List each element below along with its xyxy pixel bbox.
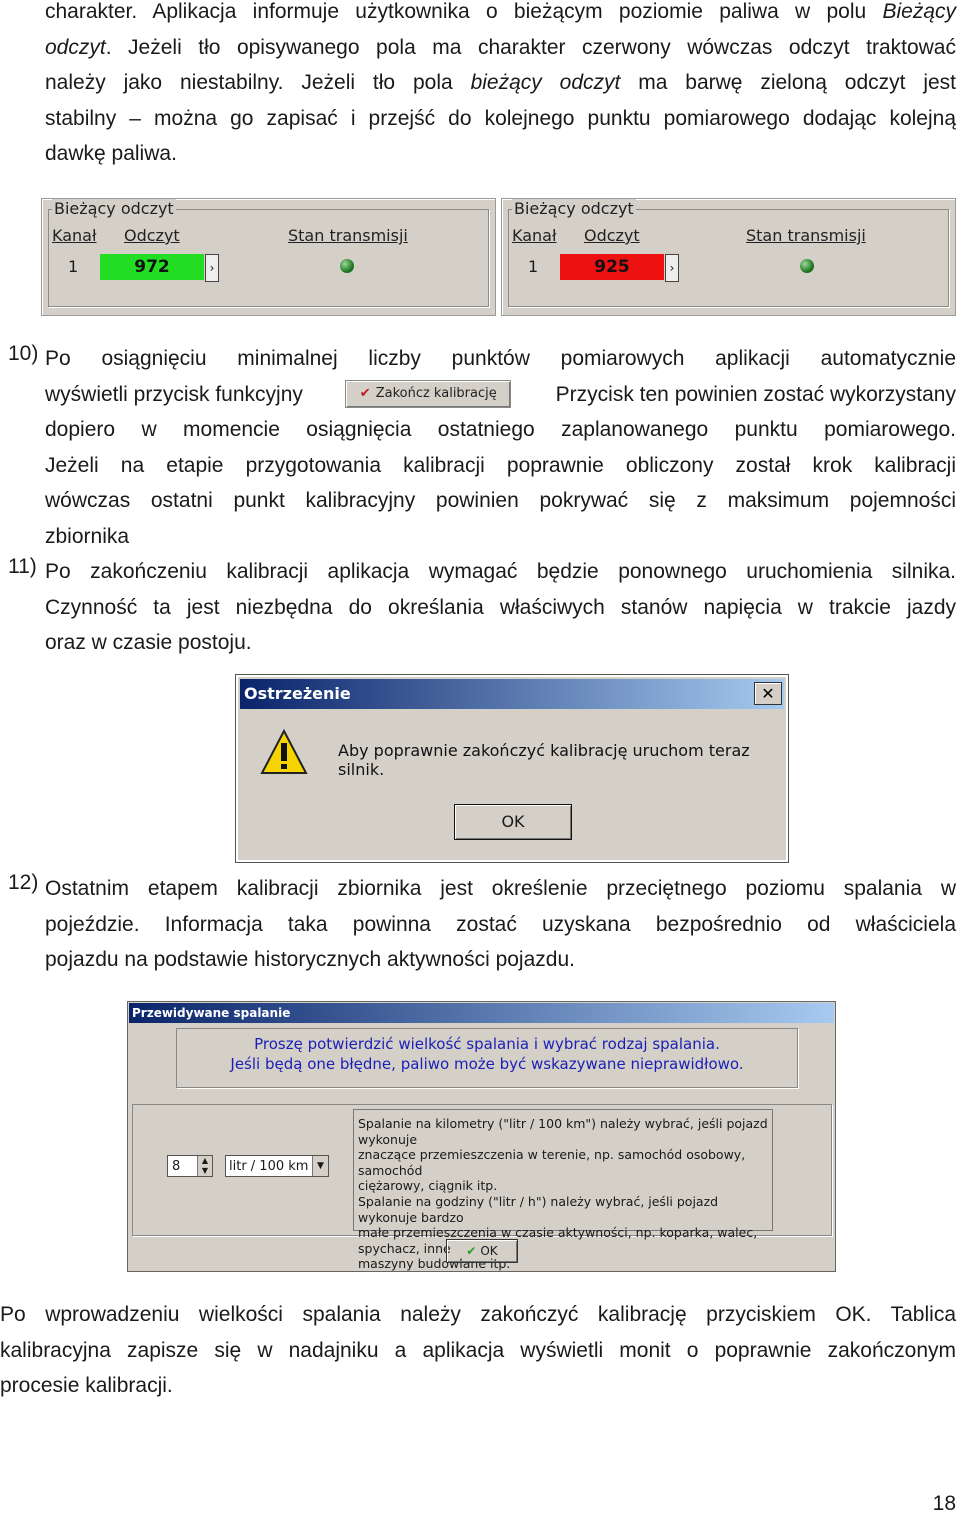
intro-paragraph [45,0,956,172]
intro-line: stabilny – można go zapisać i przejść do kolejnego punktu pomiarowego dodając kolejną [45,106,956,130]
item-number: 10) [8,342,39,365]
final-paragraph [0,1297,956,1404]
info-line: Spalanie na kilometry ("litr / 100 km") należy wybrać, jeśli pojazd wykonuje [358,1116,768,1147]
spinner-arrows-icon[interactable]: ▲ ▼ [197,1156,212,1176]
item-line: Po zakończeniu kalibracji aplikacja wymagać będzie ponownego uruchomienia silnika. [45,560,956,583]
reading-panel-unstable [501,198,956,316]
consumption-dialog [127,1001,836,1272]
checkmark-icon: ✔ [359,386,371,402]
unit-select-value: litr / 100 km [229,1159,309,1174]
col-reading: Odczyt [124,226,180,245]
unit-select[interactable] [225,1155,329,1177]
spinner-value: 8 [172,1159,181,1174]
transmission-led-icon [800,259,814,273]
next-arrow-icon[interactable]: › [205,254,219,282]
channel-value: 1 [528,257,539,276]
intro-line: należy jako niestabilny. Jeżeli tło pola bieżący odczyt ma barwę zieloną odczyt jest [45,71,957,94]
page-number: 18 [932,1492,956,1515]
consumption-spinner[interactable] [167,1155,213,1177]
item-line: Jeżeli na etapie przygotowania kalibracji poprawnie obliczony został krok kalibracji [45,453,956,477]
reading-value: 925 [560,254,664,280]
col-status: Stan transmisji [746,226,866,245]
item-line: Czynność ta jest niezbędna do określania właściwych stanów napięcia w trakcie jazdy [45,595,956,619]
info-line: ciężarowy, ciągnik itp. [358,1178,498,1194]
info-line: maszyny budowlane itp. [358,1256,511,1272]
intro-line: charakter. Aplikacja informuje użytkownika o bieżącym poziomie paliwa w polu Bieżący [45,0,956,23]
final-line: Po wprowadzeniu wielkości spalania należy zakończyć kalibrację przyciskiem OK. Tablica [0,1303,956,1326]
checkmark-icon: ✔ [466,1244,477,1258]
dialog-title: Ostrzeżenie [240,679,784,709]
close-icon[interactable]: ✕ [754,682,782,705]
info-line: znaczące przemieszczenia w terenie, np. samochód osobowy, samochód [358,1147,746,1178]
group-title: Bieżący odczyt [54,199,174,218]
item-10-paragraph [45,341,956,554]
finish-calibration-button[interactable]: ✔ Zakończ kalibrację [345,380,511,408]
chevron-down-icon[interactable]: ▼ [312,1156,328,1176]
item-number: 11) [8,555,37,578]
final-line: kalibracyjna zapisze się w nadajniku a aplikacja wyświetli monit o poprawnie zakończonym [0,1338,956,1362]
item-12-paragraph [45,871,956,978]
headline-line: Proszę potwierdzić wielkość spalania i wybrać rodzaj spalania. [254,1035,720,1053]
ok-button[interactable]: OK [454,804,572,840]
item-line: Po osiągnięciu minimalnej liczby punktów pomiarowych aplikacji automatycznie [45,347,956,370]
reading-value: 972 [100,254,204,280]
next-arrow-icon[interactable]: › [665,254,679,282]
item-line: wyświetli przycisk funkcyjny ✔ Zakończ kalibrację Przycisk ten powinien zostać wykorzystany [45,377,956,413]
item-number: 12) [8,871,39,894]
intro-line: odczyt. Jeżeli tło opisywanego pola ma charakter czerwony wówczas odczyt traktować [45,35,956,59]
col-reading: Odczyt [584,226,640,245]
warning-dialog [236,675,788,862]
final-line: procesie kalibracji. [0,1374,173,1397]
item-line: zbiornika [45,524,130,548]
col-channel: Kanał [52,226,97,245]
info-line: małe przemieszczenia w czasie aktywności, np. koparka, walec, spychacz, inne [358,1225,758,1256]
item-line: pojazdu na podstawie historycznych aktywności pojazdu. [45,948,575,971]
item-line: dopiero w momencie osiągnięcia ostatniego zaplanowanego punktu pomiarowego. [45,418,956,441]
item-line: Ostatnim etapem kalibracji zbiornika jest określenie przeciętnego poziomu spalania w [45,877,956,900]
col-status: Stan transmisji [288,226,408,245]
intro-line: dawkę paliwa. [45,142,177,165]
item-11-paragraph [45,554,956,661]
transmission-led-icon [340,259,354,273]
col-channel: Kanał [512,226,557,245]
channel-value: 1 [68,257,79,276]
dialog-message: Aby poprawnie zakończyć kalibrację uruchom teraz silnik. [338,741,750,779]
warning-icon [260,729,308,775]
item-line: wówczas ostatni punkt kalibracyjny powinien pokrywać się z maksimum pojemności [45,489,956,512]
ok-label: OK [480,1244,498,1258]
info-line: Spalanie na godziny ("litr / h") należy wybrać, jeśli pojazd wykonuje bardzo [358,1193,719,1225]
headline-box [176,1028,798,1088]
group-title: Bieżący odczyt [514,199,634,218]
item-line: oraz w czasie postoju. [45,631,252,654]
ok-button[interactable] [446,1239,518,1263]
reading-panel-stable [41,198,496,316]
headline-line: Jeśli będą one błędne, paliwo może być wskazywane nieprawidłowo. [230,1055,744,1073]
item-line: pojeździe. Informacja taka powinna zostać uzyskana bezpośrednio od właściciela [45,912,956,936]
dialog-title: Przewidywane spalanie [129,1003,834,1023]
